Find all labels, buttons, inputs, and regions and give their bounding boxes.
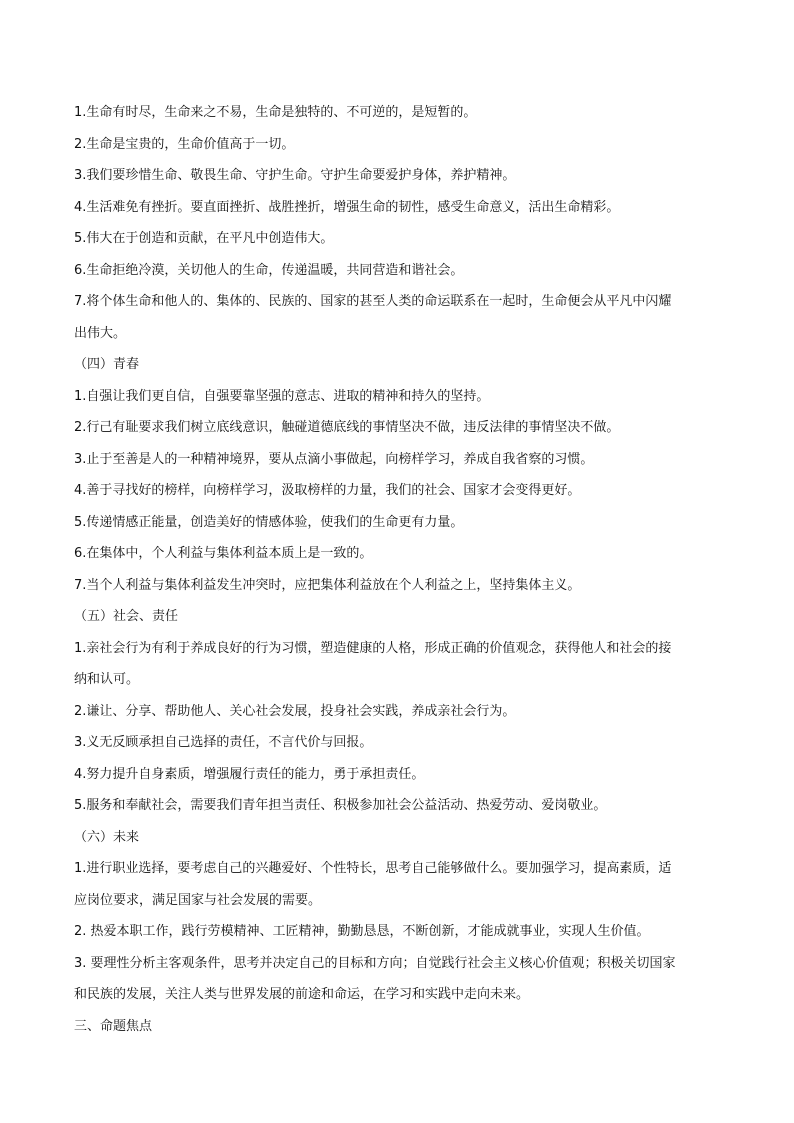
section-heading: （四）青春 [74,357,140,372]
list-item [74,160,724,192]
document-body [74,97,724,1042]
list-item [74,916,724,948]
list-item-line: 2.生命是宝贵的，生命价值高于一切。 [74,136,295,152]
list-item [74,759,724,791]
list-item [74,444,724,476]
section-heading: （六）未来 [74,829,140,845]
list-item-line: 和民族的发展，关注人类与世界发展的前途和命运，在学习和实践中走向未来。 [74,987,530,1002]
list-item-line: 1.生命有时尽，生命来之不易，生命是独特的、不可逆的，是短暂的。 [74,105,477,120]
list-item [74,192,724,224]
section-heading: 三、命题焦点 [74,1018,153,1034]
list-item-line: 1.进行职业选择，要考虑自己的兴趣爱好、个性特长，思考自己能够做什么。要加强学习，提高素质，适 [74,861,672,876]
list-item-line: 出伟大。 [74,325,127,341]
list-item [74,97,724,129]
list-item [74,129,724,161]
list-item-line: 7.当个人利益与集体利益发生冲突时，应把集体利益放在个人利益之上，坚持集体主义。 [74,577,581,593]
list-item-line: 2.谦让、分享、帮助他人、关心社会发展，投身社会实践，养成亲社会行为。 [74,703,516,719]
list-item [74,412,724,444]
list-item [74,696,724,728]
list-item-line: 3.我们要珍惜生命、敬畏生命、守护生命。守护生命要爱护身体，养护精神。 [74,168,516,183]
list-item-line: 6.生命拒绝冷漠，关切他人的生命，传递温暖，共同营造和谐社会。 [74,262,464,278]
list-item-line: 5.服务和奉献社会，需要我们青年担当责任、积极参加社会公益活动、热爱劳动、爱岗敬业。 [74,798,607,813]
list-item [74,853,724,916]
list-item [74,727,724,759]
list-item-line: 5.伟大在于创造和贡献，在平凡中创造伟大。 [74,231,334,246]
list-item [74,948,724,1011]
section-heading: （五）社会、责任 [74,609,179,624]
list-item-line: 3.止于至善是人的一种精神境界，要从点滴小事做起，向榜样学习，养成自我省察的习惯。 [74,451,594,467]
list-item [74,381,724,413]
list-item-line: 6.在集体中，个人利益与集体利益本质上是一致的。 [74,546,373,561]
list-item [74,286,724,349]
list-item-line: 7.将个体生命和他人的、集体的、民族的、国家的甚至人类的命运联系在一起时，生命便会从平凡中闪耀 [74,294,672,309]
list-item-line: 1.自强让我们更自信，自强要靠坚强的意志、进取的精神和持久的坚持。 [74,388,490,404]
list-item [74,475,724,507]
list-item [74,223,724,255]
list-item-line: 应岗位要求，满足国家与社会发展的需要。 [74,892,322,908]
list-item [74,507,724,539]
list-item-line: 2. 热爱本职工作，践行劳模精神、工匠精神，勤勤恳恳，不断创新，才能成就事业，实现人生价值。 [74,924,650,939]
list-item [74,790,724,822]
list-item-line: 4.努力提升自身素质，增强履行责任的能力，勇于承担责任。 [74,766,425,782]
list-item [74,538,724,570]
list-item-line: 5.传递情感正能量，创造美好的情感体验，使我们的生命更有力量。 [74,514,464,530]
list-item [74,633,724,696]
list-item-line: 3.义无反顾承担自己选择的责任，不言代价与回报。 [74,735,373,750]
list-item-line: 1.亲社会行为有利于养成良好的行为习惯，塑造健康的人格，形成正确的价值观念，获得他人和社会的接 [74,640,672,656]
list-item [74,255,724,287]
list-item-line: 纳和认可。 [74,672,140,687]
list-item-line: 2.行己有耻要求我们树立底线意识，触碰道德底线的事情坚决不做，违反法律的事情坚决不做。 [74,420,620,435]
list-item-line: 3. 要理性分析主客观条件，思考并决定自己的目标和方向；自觉践行社会主义核心价值观；积极关切国家 [74,955,676,971]
list-item [74,570,724,602]
list-item-line: 4.善于寻找好的榜样，向榜样学习，汲取榜样的力量，我们的社会、国家才会变得更好。 [74,483,581,498]
list-item-line: 4.生活难免有挫折。要直面挫折、战胜挫折，增强生命的韧性，感受生命意义，活出生命精彩。 [74,199,620,215]
